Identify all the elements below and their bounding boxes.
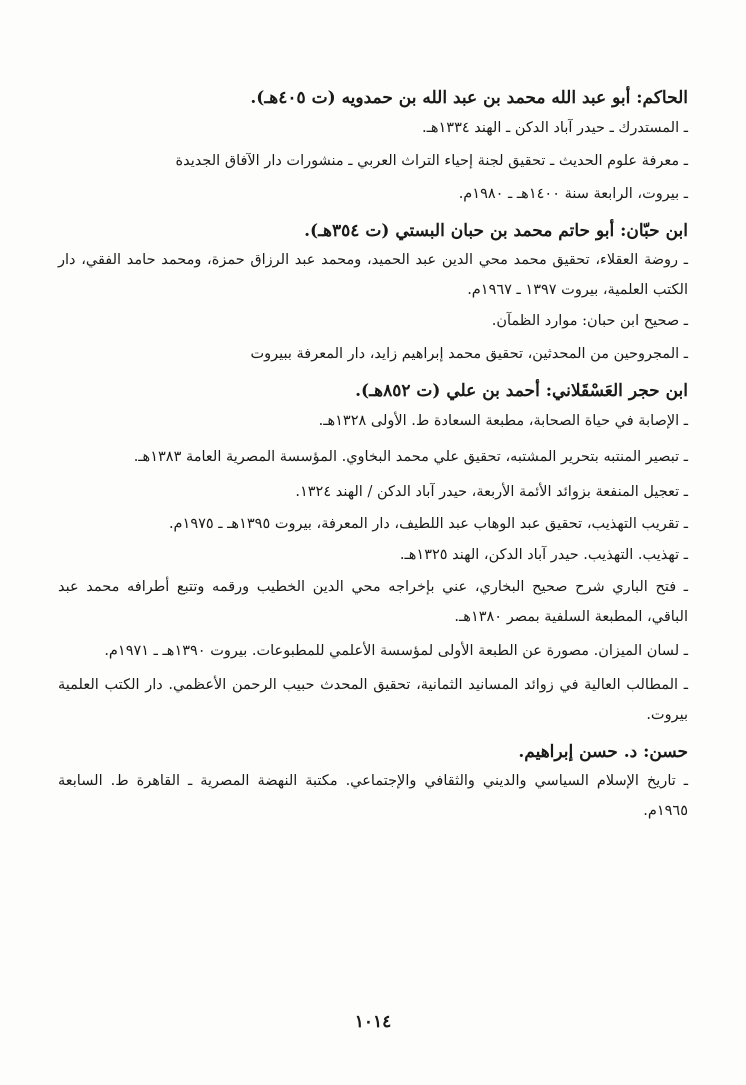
list-item: ـ بيروت، الرابعة سنة ١٤٠٠هـ ـ ١٩٨٠م. [458,186,688,202]
list-item: ـ تقريب التهذيب، تحقيق عبد الوهاب عبد اللطيف، دار المعرفة، بيروت ١٣٩٥هـ ـ ١٩٧٥م. [168,516,688,532]
list-item: ـ تبصير المنتبه بتحرير المشتبه، تحقيق علي محمد البخاوي. المؤسسة المصرية العامة ١٣٨٣هـ. [133,449,688,465]
list-item: ـ تهذيب. التهذيب. حيدر آباد الدكن، الهند ١٣٢٥هـ. [399,547,688,563]
entry-hasan [58,738,688,826]
entry-ibn-hibban [58,217,688,371]
list-item: ـ المطالب العالية في زوائد المسانيد الثمانية، تحقيق المحدث حبيب الرحمن الأعظمي. دار الكتب العلمية بيروت. [58,677,688,723]
entry-ibn-hajar [58,377,688,730]
list-item: ـ فتح الباري شرح صحيح البخاري، عني بإخراجه محي الدين الخطيب ورقمه وتتبع أطرافه محمد عبد الباقي، المطبعة السلفية بمصر ١٣٨٠هـ. [58,579,688,625]
list-item: ـ تاريخ الإسلام السياسي والديني والثقافي والإجتماعي. مكتبة النهضة المصرية ـ القاهرة ط. السابعة ١٩٦٥م. [58,773,688,819]
entry-heading: ابن حبّان: أبو حاتم محمد بن حبان البستي (ت ٣٥٤هـ). [304,221,688,241]
entry-heading: حسن: د. حسن إبراهيم. [518,742,688,762]
entry-heading: الحاكم: أبو عبد الله محمد بن عبد الله بن حمدويه (ت ٤٠٥هـ). [250,88,688,108]
list-item: ـ الإصابة في حياة الصحابة، مطبعة السعادة ط. الأولى ١٣٢٨هـ. [318,413,688,429]
list-item: ـ تعجيل المنفعة بزوائد الأئمة الأربعة، حيدر آباد الدكن / الهند ١٣٢٤. [295,484,688,500]
list-item: ـ روضة العقلاء، تحقيق محمد محي الدين عبد الحميد، ومحمد عبد الرزاق حمزة، ومحمد حامد الفقي، دار الكتب العلمية، بيروت ١٣٩٧ ـ ١٩٦٧م. [58,252,688,298]
list-item: ـ المجروحين من المحدثين، تحقيق محمد إبراهيم زايد، دار المعرفة ببيروت [250,346,688,362]
bibliography-list [58,78,688,826]
page-number: ١٠١٤ [354,1012,392,1032]
entry-heading: ابن حجر العَسْقَلاني: أحمد بن علي (ت ٨٥٢هـ). [355,381,688,401]
list-item: ـ لسان الميزان. مصورة عن الطبعة الأولى لمؤسسة الأعلمي للمطبوعات. بيروت ١٣٩٠هـ ـ ١٩٧١م. [104,643,688,659]
list-item: ـ معرفة علوم الحديث ـ تحقيق لجنة إحياء التراث العربي ـ منشورات دار الآفاق الجديدة [175,153,688,169]
entry-hakim [58,84,688,211]
list-item: ـ المستدرك ـ حيدر آباد الدكن ـ الهند ١٣٣٤هـ. [421,120,688,136]
list-item: ـ صحيح ابن حبان: موارد الظمآن. [491,313,688,329]
